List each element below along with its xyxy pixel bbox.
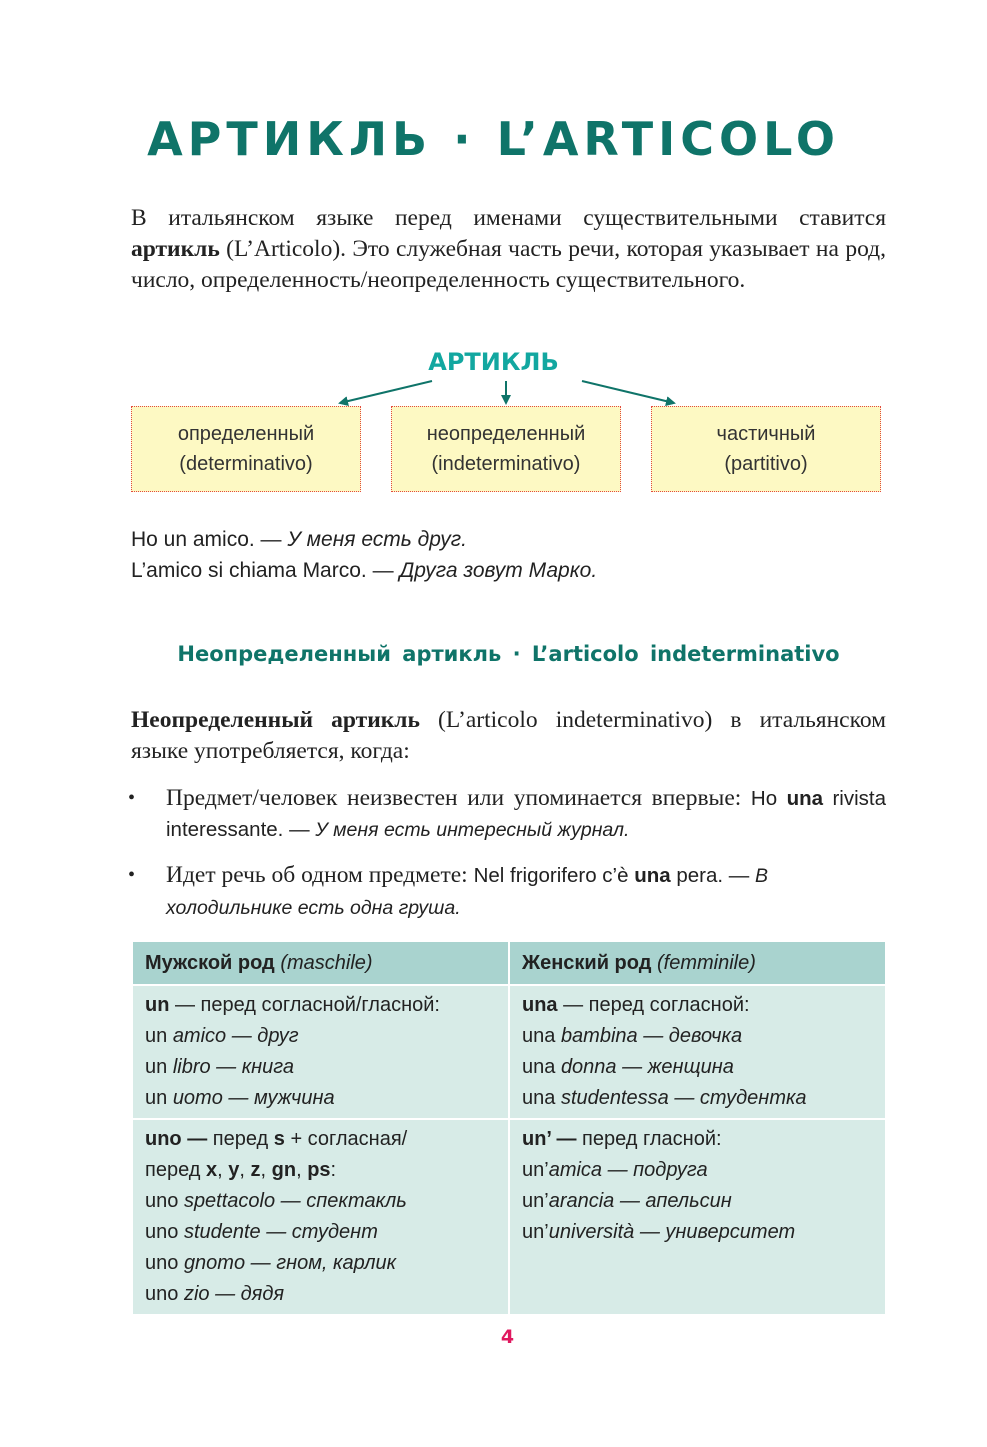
table-row	[132, 985, 886, 1119]
cell-un-apostrophe: un’ — перед гласной: un’amica — подруга un’arancia — апельсин un’università — университет	[509, 1119, 886, 1315]
cell-uno: uno — перед s + согласная/ перед x, y, z, gn, ps: uno spettacolo — спектакль uno studente — студент uno gnomo — гном, карлик uno zio — дядя	[132, 1119, 509, 1315]
intro-term: артикль	[131, 236, 220, 262]
table-row	[132, 1119, 886, 1315]
arrow-left	[340, 381, 432, 403]
example-2: L’amico si chiama Marco. — Друга зовут Марко.	[131, 559, 598, 582]
diagram-heading: АРТИКЛЬ	[428, 348, 559, 376]
intro-text-rest: (L’Articolo). Это служебная часть речи, которая указывает на род, число, определенность/неопределенность существительного.	[131, 236, 886, 293]
page-title: АРТИКЛЬ · L’ARTICOLO	[147, 112, 840, 166]
header-masculine: Мужской род (maschile)	[132, 941, 509, 985]
box-determinativo: определенный (determinativo)	[131, 406, 361, 492]
section-heading: Неопределенный артикль · L’articolo indeterminativo	[177, 642, 840, 666]
bullet-1: • Предмет/человек неизвестен или упоминается впервые: Ho una rivista interessante. — У меня есть интересный журнал.	[128, 785, 886, 841]
arrow-right	[582, 381, 674, 403]
article-types-diagram	[0, 345, 987, 505]
box-partitivo: частичный (partitivo)	[651, 406, 881, 492]
bullet-dot: •	[128, 864, 136, 886]
section-intro: Неопределенный артикль (L’articolo indeterminativo) в итальянском языке употребляется, когда:	[131, 707, 886, 764]
bullet-2: • Идет речь об одном предмете: Nel frigorifero c’è una pera. — В холодильнике есть одна груша.	[128, 862, 768, 919]
table-header-row	[132, 941, 886, 985]
box-indeterminativo: неопределенный (indeterminativo)	[391, 406, 621, 492]
bullet-dot: •	[128, 787, 136, 809]
intro-text: В итальянском языке перед именами существительными ставится	[131, 205, 886, 231]
cell-una: una — перед согласной: una bambina — девочка una donna — женщина una studentessa — студентка	[509, 985, 886, 1119]
header-feminine: Женский род (femminile)	[509, 941, 886, 985]
article-forms-table	[131, 940, 887, 1316]
page-number: 4	[500, 1326, 515, 1348]
example-1: Ho un amico. — У меня есть друг.	[131, 528, 467, 551]
intro-paragraph	[131, 203, 886, 296]
examples	[131, 524, 597, 586]
cell-un: un — перед согласной/гласной: un amico — друг un libro — книга un uomo — мужчина	[132, 985, 509, 1119]
